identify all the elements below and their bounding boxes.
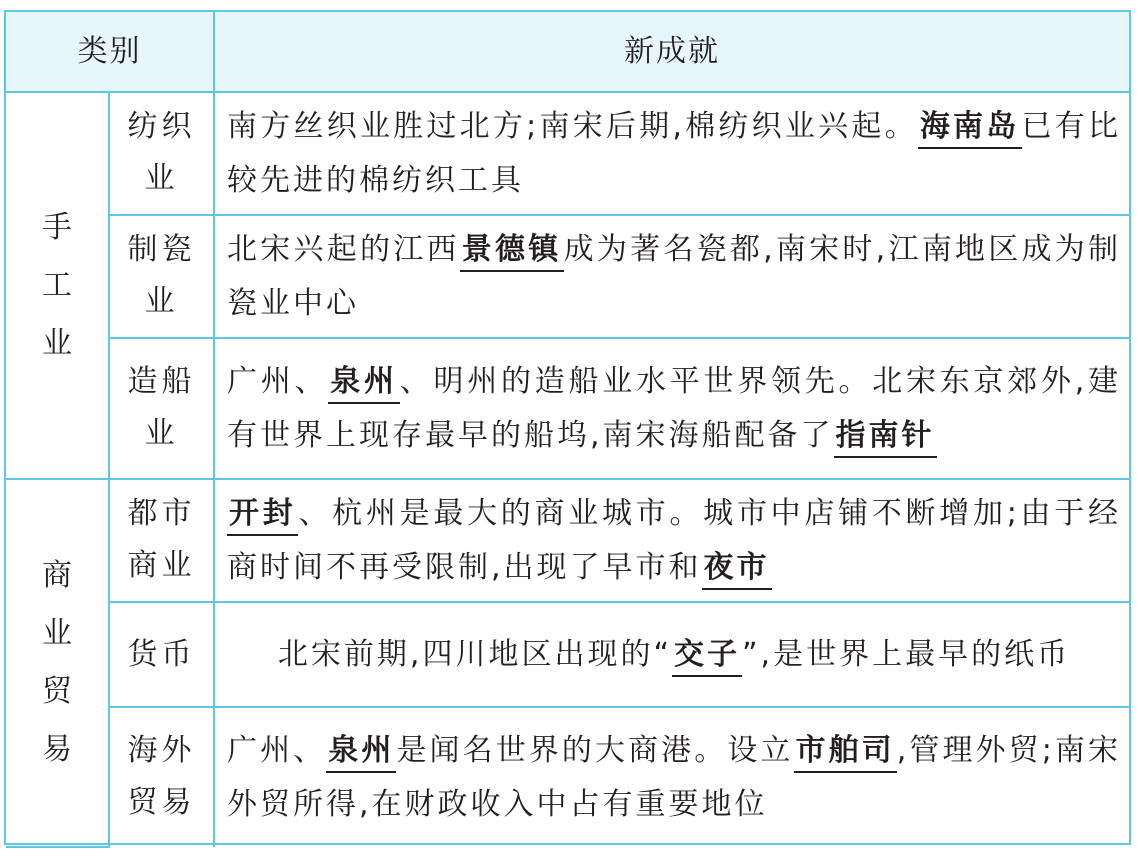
table-row <box>6 602 1129 707</box>
category-handicraft-char: 工 <box>42 267 72 303</box>
table-row <box>6 707 1129 847</box>
subcategory-urban-commerce <box>109 479 214 602</box>
achievement-currency <box>214 602 1129 707</box>
table-row <box>6 479 1129 602</box>
table-row <box>6 92 1129 215</box>
category-commerce-char: 易 <box>42 732 72 767</box>
subcategory-textile <box>109 92 214 215</box>
category-header: 类别 <box>6 12 214 92</box>
achievement-text: ”,是世界上最早的纸币 <box>742 636 1071 672</box>
keyword-jiaozi: 交子 <box>672 637 742 677</box>
achievement-header: 新成就 <box>214 12 1129 92</box>
achievement-text: 北宋前期,四川地区出现的“ <box>277 636 672 672</box>
achievement-foreign-trade <box>214 707 1129 847</box>
subcategory-label: 货币 <box>127 636 196 672</box>
keyword-maritime-trade-office: 市舶司 <box>794 733 897 773</box>
category-handicraft <box>6 92 109 479</box>
keyword-quanzhou: 泉州 <box>328 364 400 404</box>
achievement-text: 广州、 <box>227 732 327 768</box>
achievement-urban-commerce <box>214 479 1129 602</box>
category-commerce-trade <box>6 479 109 847</box>
achievement-porcelain <box>214 215 1129 338</box>
subcategory-shipbuilding <box>109 338 214 479</box>
header-row <box>6 12 1129 92</box>
achievement-text: 北宋兴起的江西 <box>227 231 460 267</box>
subcategory-label: 都市商业 <box>127 496 196 583</box>
subcategory-label: 造船业 <box>127 364 196 451</box>
keyword-kaifeng: 开封 <box>227 496 298 536</box>
achievement-text: 、杭州是最大的商业城市。城市中店铺不断增加;由于经商时间不再受限制,出现了早市和 <box>227 495 1121 585</box>
achievement-text: 是闻名世界的大商港。设立 <box>396 732 794 768</box>
subcategory-currency <box>109 602 214 707</box>
achievement-text: ,管理外贸;南宋外贸所得,在财政收入中占有重要地位 <box>227 732 1122 822</box>
keyword-compass: 指南针 <box>834 418 937 458</box>
achievement-text: 成为著名瓷都,南宋时,江南地区成为制瓷业中心 <box>227 231 1122 321</box>
achievement-textile <box>214 92 1129 215</box>
subcategory-foreign-trade <box>109 707 214 847</box>
achievement-text: 南方丝织业胜过北方;南宋后期,棉纺织业兴起。 <box>227 108 918 144</box>
achievements-table <box>6 12 1129 848</box>
keyword-quanzhou: 泉州 <box>326 733 396 773</box>
achievement-shipbuilding <box>214 338 1129 479</box>
keyword-jingdezhen: 景德镇 <box>460 232 564 272</box>
achievement-text: 已有比较先进的棉纺织工具 <box>227 108 1122 198</box>
achievement-text: 广州、 <box>227 363 329 399</box>
category-commerce-char: 业 <box>42 616 72 651</box>
achievement-text: 、明州的造船业水平世界领先。北宋东京郊外,建有世界上现存最早的船坞,南宋海船配备了 <box>227 363 1121 453</box>
category-commerce-char: 商 <box>42 558 72 593</box>
achievements-table-frame <box>4 10 1131 845</box>
keyword-night-market: 夜市 <box>702 550 772 590</box>
keyword-hainan-island: 海南岛 <box>918 109 1022 149</box>
table-row <box>6 215 1129 338</box>
category-handicraft-char: 业 <box>42 325 72 361</box>
category-handicraft-char: 手 <box>42 209 72 245</box>
table-row <box>6 338 1129 479</box>
subcategory-porcelain <box>109 215 214 338</box>
subcategory-label: 海外贸易 <box>127 733 196 820</box>
category-commerce-char: 贸 <box>42 674 72 709</box>
subcategory-label: 纺织业 <box>127 109 196 196</box>
subcategory-label: 制瓷业 <box>127 232 196 319</box>
